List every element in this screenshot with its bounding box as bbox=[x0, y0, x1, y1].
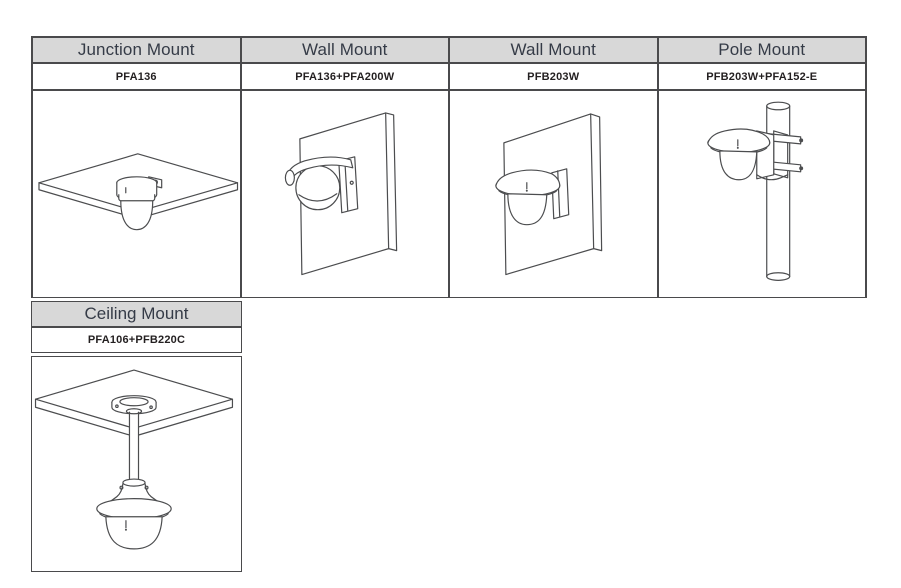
mount-model-junction: PFA136 bbox=[32, 63, 241, 90]
mount-column-wall-hood bbox=[241, 37, 450, 298]
ceiling-mount-illustration bbox=[31, 356, 242, 572]
mount-title-wall-hood: Wall Mount bbox=[241, 37, 450, 63]
mount-model-wall-hood: PFA136+PFA200W bbox=[241, 63, 450, 90]
mount-column-junction bbox=[32, 37, 241, 298]
mount-model-wall: PFB203W bbox=[449, 63, 658, 90]
mount-title-ceiling: Ceiling Mount bbox=[31, 301, 242, 327]
wall-mount-hood-illustration bbox=[241, 90, 450, 298]
mount-title-pole: Pole Mount bbox=[658, 37, 867, 63]
mount-model-pole: PFB203W+PFA152-E bbox=[658, 63, 867, 90]
mount-options-table bbox=[31, 36, 867, 298]
mount-column-pole bbox=[658, 37, 867, 298]
mount-column-wall bbox=[449, 37, 658, 298]
mount-title-wall: Wall Mount bbox=[449, 37, 658, 63]
pole-mount-illustration bbox=[658, 90, 867, 298]
junction-mount-illustration bbox=[32, 90, 241, 298]
wall-mount-illustration bbox=[449, 90, 658, 298]
mount-title-junction: Junction Mount bbox=[32, 37, 241, 63]
mount-model-ceiling: PFA106+PFB220C bbox=[31, 327, 242, 353]
